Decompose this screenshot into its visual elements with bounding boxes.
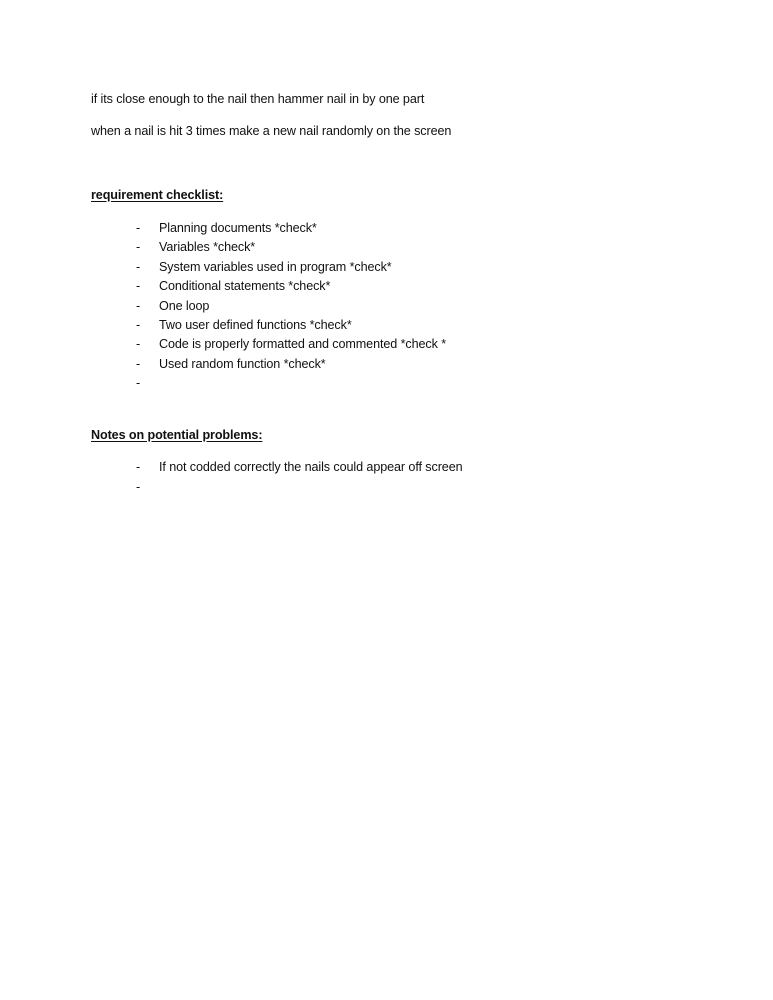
notes-heading: Notes on potential problems:	[91, 428, 263, 442]
list-item-text: Conditional statements *check*	[159, 279, 331, 293]
list-bullet: -	[136, 221, 141, 235]
list-item-text: Used random function *check*	[159, 357, 326, 371]
list-item-text: Variables *check*	[159, 240, 256, 254]
list-bullet: -	[136, 480, 141, 494]
list-bullet: -	[136, 460, 141, 474]
list-bullet: -	[136, 299, 141, 313]
list-item-text: If not codded correctly the nails could appear off screen	[159, 460, 463, 474]
list-bullet: -	[136, 240, 141, 254]
paragraph-line-2: when a nail is hit 3 times make a new nail randomly on the screen	[91, 124, 452, 138]
list-bullet: -	[136, 376, 141, 390]
paragraph-line-1: if its close enough to the nail then hammer nail in by one part	[91, 92, 425, 106]
list-bullet: -	[136, 357, 141, 371]
list-bullet: -	[136, 260, 141, 274]
list-item-text: System variables used in program *check*	[159, 260, 392, 274]
list-item-text: Code is properly formatted and commented *check *	[159, 337, 447, 351]
list-bullet: -	[136, 337, 141, 351]
list-item-text: One loop	[159, 299, 210, 313]
list-bullet: -	[136, 279, 141, 293]
list-bullet: -	[136, 318, 141, 332]
checklist-heading: requirement checklist:	[91, 188, 224, 202]
list-item-text: Planning documents *check*	[159, 221, 317, 235]
list-item-text: Two user defined functions *check*	[159, 318, 352, 332]
